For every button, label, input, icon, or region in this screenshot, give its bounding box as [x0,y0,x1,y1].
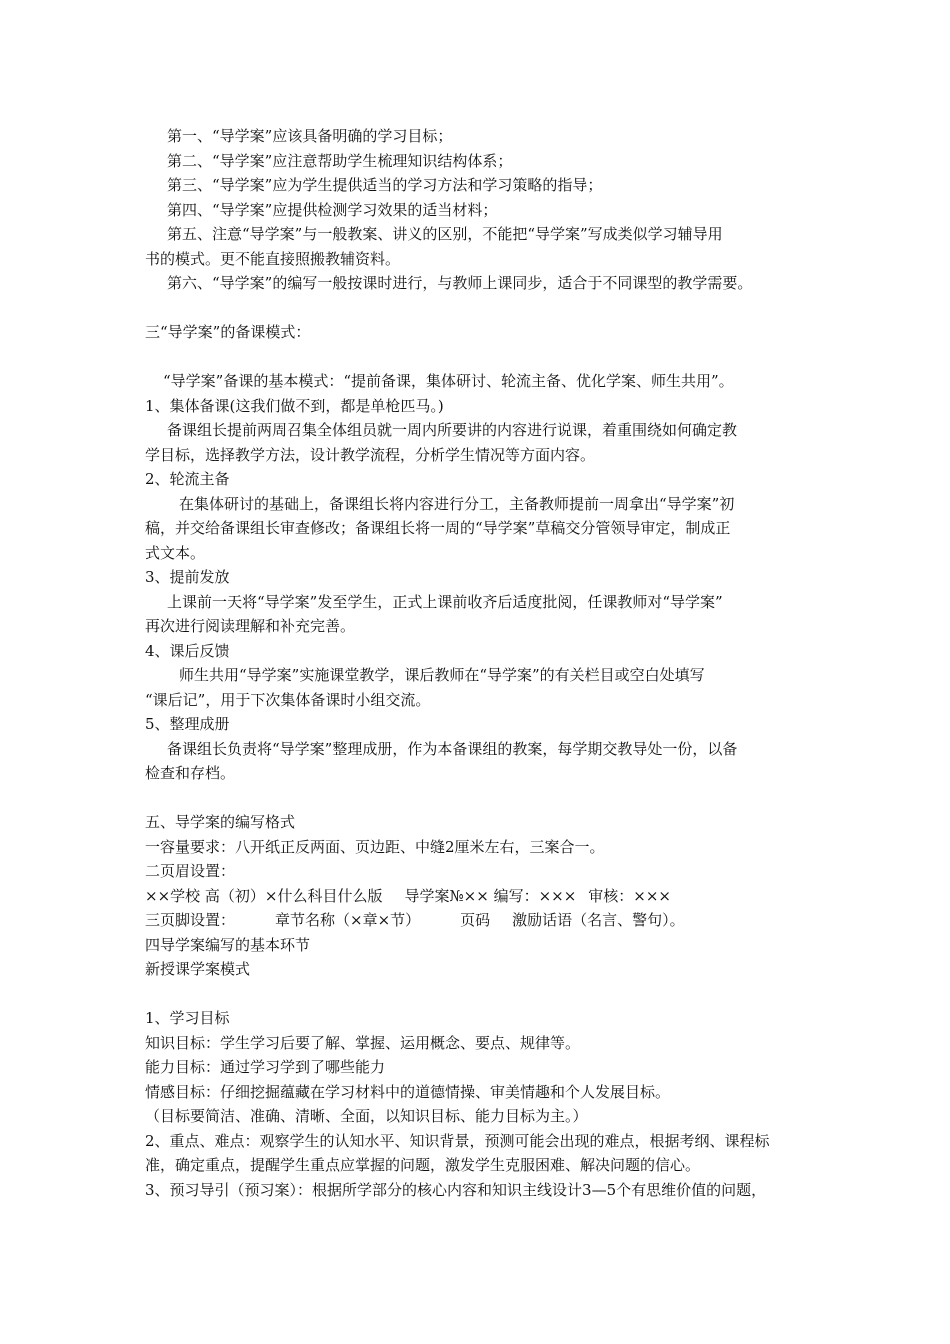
spacer [145,786,825,811]
step-2-line-3: 式文本。 [145,543,206,562]
principle-2: 第二、“导学案”应注意帮助学生梳理知识结构体系； [167,151,513,170]
step-3-line-1: 上课前一天将“导学案”发至学生，正式上课前收齐后适度批阅，任课教师对“导学案” [167,592,723,611]
step-5-line-1: 备课组长负责将“导学案”整理成册，作为本备课组的教案，每学期交教导处一份，以备 [167,739,738,758]
footer-quote: 激励话语（名言、警句）。 [512,911,685,929]
footer-page: 页码 [460,911,491,929]
header-settings-label: 二页眉设置： [145,862,236,880]
header-number: 导学案№×× 编写：××× [404,886,577,905]
spacer [145,296,825,321]
step-4-line-1: 师生共用“导学案”实施课堂教学，课后教师在“导学案”的有关栏目或空白处填写 [179,666,705,684]
principle-5: 第五、注意“导学案”与一般教案、讲义的区别，不能把“导学案”写成类似学习辅导用 [167,225,723,243]
key-points-line-2: 准，确定重点，提醒学生重点应掌握的问题，激发学生克服困难、解决问题的信心。 [145,1156,701,1174]
goals-note: （目标要简洁、准确、清晰、全面，以知识目标、能力目标为主。） [145,1107,588,1125]
spacer [145,345,825,370]
principle-1: 第一、“导学案”应该具备明确的学习目标； [167,127,453,145]
step-2-title: 2、轮流主备 [145,470,230,488]
step-5-title: 5、整理成册 [145,715,230,733]
step-2-line-2: 稿，并交给备课组长审查修改；备课组长将一周的“导学案”草稿交分管领导审定，制成正 [145,519,731,537]
new-lesson-mode: 新授课学案模式 [145,960,251,978]
step-3-line-2: 再次进行阅读理解和补充完善。 [145,617,356,635]
principle-4: 第四、“导学案”应提供检测学习效果的适当材料； [167,200,498,219]
header-school: ××学校 高（初）×什么科目什么版 [145,886,383,905]
goals-title: 1、学习目标 [145,1009,230,1027]
section5-heading: 五、导学案的编写格式 [145,813,296,831]
step-1-line-1: 备课组长提前两周召集全体组员就一周内所要讲的内容进行说课，着重围绕如何确定教 [167,421,738,439]
knowledge-goal: 知识目标：学生学习后要了解、掌握、运用概念、要点、规律等。 [145,1033,581,1052]
step-2-line-1: 在集体研讨的基础上，备课组长将内容进行分工，主备教师提前一周拿出“导学案”初 [179,494,735,513]
principle-6: 第六、“导学案”的编写一般按课时进行，与教师上课同步，适合于不同课型的教学需要。 [167,274,753,292]
section4-heading: 四导学案编写的基本环节 [145,935,311,954]
step-5-line-2: 检查和存档。 [145,764,236,782]
footer-settings-label: 三页脚设置： [145,911,236,929]
step-4-line-2: “课后记”，用于下次集体备课时小组交流。 [145,690,431,709]
footer-settings [145,908,825,933]
step-4-title: 4、课后反馈 [145,641,230,660]
footer-chapter: 章节名称（×章×节） [275,911,421,929]
key-points-line-1: 2、重点、难点：观察学生的认知水平、知识背景，预测可能会出现的难点，根据考纲、课程标 [145,1131,770,1150]
preview-guide: 3、预习导引（预习案）：根据所学部分的核心内容和知识主线设计3—5个有思维价值的问题， [145,1180,767,1199]
ability-goal: 能力目标：通过学习学到了哪些能力 [145,1058,386,1076]
spacer [145,982,825,1007]
step-3-title: 3、提前发放 [145,568,230,586]
emotion-goal: 情感目标：仔细挖掘蕴藏在学习材料中的道德情操、审美情趣和个人发展目标。 [145,1082,671,1101]
header-settings-example [145,884,825,909]
step-1-title: 1、集体备课(这我们做不到，都是单枪匹马。) [145,396,444,415]
section3-heading: 三“导学案”的备课模式： [145,323,311,341]
document-page [145,124,825,1202]
basic-mode: “导学案”备课的基本模式：“提前备课，集体研讨、轮流主备、优化学案、师生共用”。 [163,372,734,390]
principle-3: 第三、“导学案”应为学生提供适当的学习方法和学习策略的指导； [167,176,603,194]
principle-5-cont: 书的模式。更不能直接照搬教辅资料。 [145,249,401,268]
step-1-line-2: 学目标，选择教学方法，设计教学流程，分析学生情况等方面内容。 [145,445,596,464]
header-review: 审核：××× [588,886,672,905]
capacity-requirement: 一容量要求：八开纸正反两面、页边距、中缝2厘米左右，三案合一。 [145,837,605,856]
